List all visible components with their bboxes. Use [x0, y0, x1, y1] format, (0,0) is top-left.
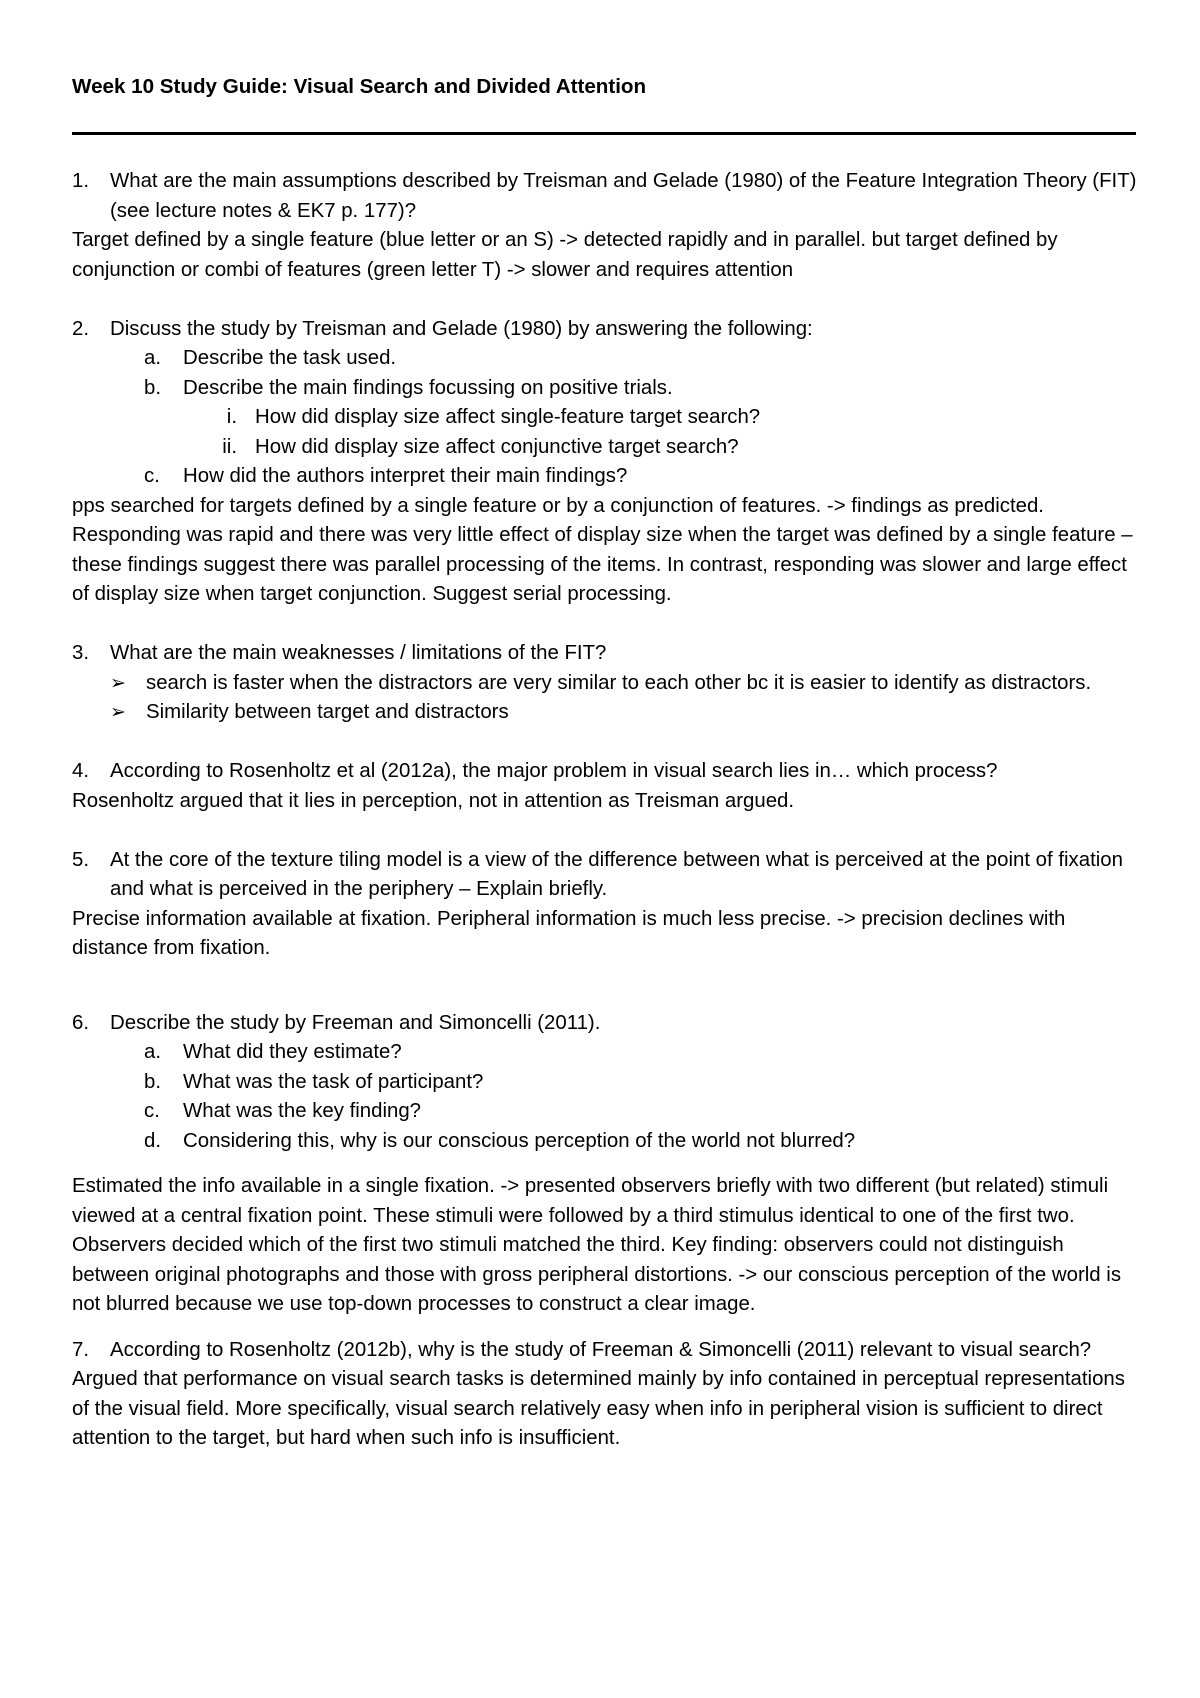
- question-3-bullet-2: [72, 698, 1137, 728]
- list-item-text: Similarity between target and distractors: [146, 701, 509, 723]
- answer-2: pps searched for targets defined by a single feature or by a conjunction of features. -> findings as predicted. Responding was rapid and there was very little effect of display size when the target was defined by a single feature – these findings suggest there was parallel processing of the items. In contrast, responding was slower and large effect of display size when target conjunction. Suggest serial processing.: [72, 494, 1133, 605]
- question-6-part-c: [72, 1097, 1137, 1127]
- question-6-number: 6.: [72, 1011, 90, 1034]
- list-item-text: Describe the main findings focussing on positive trials.: [183, 376, 673, 399]
- question-5-text: At the core of the texture tiling model is a view of the difference between what is perceived at the point of fixation and what is perceived in the periphery – Explain briefly.: [110, 848, 1123, 900]
- page-title: Week 10 Study Guide: Visual Search and Divided Attention: [72, 75, 647, 98]
- question-4-number: 4.: [72, 760, 90, 782]
- question-3-text: What are the main weaknesses / limitations of the FIT?: [110, 642, 607, 664]
- list-marker: b.: [144, 376, 162, 399]
- question-7-text: According to Rosenholtz (2012b), why is the study of Freeman & Simoncelli (2011) relevant to visual search?: [110, 1338, 1092, 1361]
- list-item-text: How did the authors interpret their main findings?: [183, 465, 628, 487]
- question-6-part-d: [72, 1127, 1137, 1157]
- question-2-part-c: [72, 462, 1137, 492]
- arrow-bullet-icon: ➢: [110, 672, 126, 694]
- answer-4: Rosenholtz argued that it lies in perception, not in attention as Treisman argued.: [72, 789, 795, 812]
- list-marker: c.: [144, 465, 160, 487]
- list-marker: c.: [144, 1100, 160, 1122]
- answer-7: Argued that performance on visual search tasks is determined mainly by info contained in perceptual representations of the visual field. More specifically, visual search relatively easy when info in peripheral vision is sufficient to direct attention to the target, but hard when such info is insufficient.: [72, 1368, 1125, 1449]
- question-1-text: What are the main assumptions described by Treisman and Gelade (1980) of the Feature Integration Theory (FIT) (see lecture notes & EK7 p. 177)?: [110, 170, 1137, 222]
- list-marker: i.: [226, 406, 237, 428]
- list-item-text: What was the key finding?: [183, 1100, 422, 1122]
- question-2-part-b-ii: [72, 433, 1137, 463]
- question-2-part-a: [72, 344, 1137, 374]
- question-5: [72, 846, 1137, 905]
- document-body: [72, 167, 1137, 1454]
- list-marker: a.: [144, 1041, 162, 1063]
- question-4: [72, 757, 1137, 787]
- question-2-part-b: [72, 374, 1137, 404]
- question-3-number: 3.: [72, 642, 90, 664]
- question-2-part-b-i: [72, 403, 1137, 433]
- question-4-text: According to Rosenholtz et al (2012a), the major problem in visual search lies in… which process?: [110, 760, 998, 782]
- answer-5: Precise information available at fixation. Peripheral information is much less precise. -> precision declines with distance from fixation.: [72, 907, 1066, 959]
- list-item-text: Considering this, why is our conscious perception of the world not blurred?: [183, 1129, 856, 1152]
- question-7: [72, 1336, 1137, 1366]
- list-item-text: How did display size affect conjunctive target search?: [255, 435, 739, 458]
- list-item-text: What did they estimate?: [183, 1041, 402, 1063]
- list-item-text: What was the task of participant?: [183, 1070, 484, 1093]
- question-6-text: Describe the study by Freeman and Simoncelli (2011).: [110, 1011, 601, 1034]
- question-5-number: 5.: [72, 848, 90, 871]
- question-2-text: Discuss the study by Treisman and Gelade (1980) by answering the following:: [110, 317, 813, 340]
- question-6-part-a: [72, 1038, 1137, 1068]
- list-item-text: search is faster when the distractors are very similar to each other bc it is easier to identify as distractors.: [146, 671, 1092, 694]
- question-6-part-b: [72, 1068, 1137, 1098]
- list-marker: d.: [144, 1129, 162, 1152]
- question-1-number: 1.: [72, 170, 90, 192]
- title-divider: [72, 132, 1136, 135]
- question-2-number: 2.: [72, 317, 90, 340]
- question-3-bullet-1: [72, 669, 1137, 699]
- answer-1: Target defined by a single feature (blue letter or an S) -> detected rapidly and in parallel. but target defined by conjunction or combi of features (green letter T) -> slower and requires attention: [72, 229, 1058, 281]
- question-7-number: 7.: [72, 1338, 90, 1361]
- arrow-bullet-icon: ➢: [110, 702, 126, 723]
- list-marker: b.: [144, 1070, 162, 1093]
- question-1: [72, 167, 1137, 226]
- answer-6: Estimated the info available in a single fixation. -> presented observers briefly with two different (but related) stimuli viewed at a central fixation point. These stimuli were followed by a third stimulus identical to one of the first two. Observers decided which of the first two stimuli matched the third. Key finding: observers could not distinguish between original photographs and those with gross peripheral distortions. -> our conscious perception of the world is not blurred because we use top-down processes to construct a clear image.: [72, 1175, 1122, 1315]
- list-marker: ii.: [222, 435, 237, 458]
- question-2: [72, 315, 1137, 345]
- list-item-text: Describe the task used.: [183, 347, 397, 369]
- list-marker: a.: [144, 347, 162, 369]
- question-3: [72, 639, 1137, 669]
- question-6: [72, 1009, 1137, 1039]
- list-item-text: How did display size affect single-feature target search?: [255, 406, 761, 428]
